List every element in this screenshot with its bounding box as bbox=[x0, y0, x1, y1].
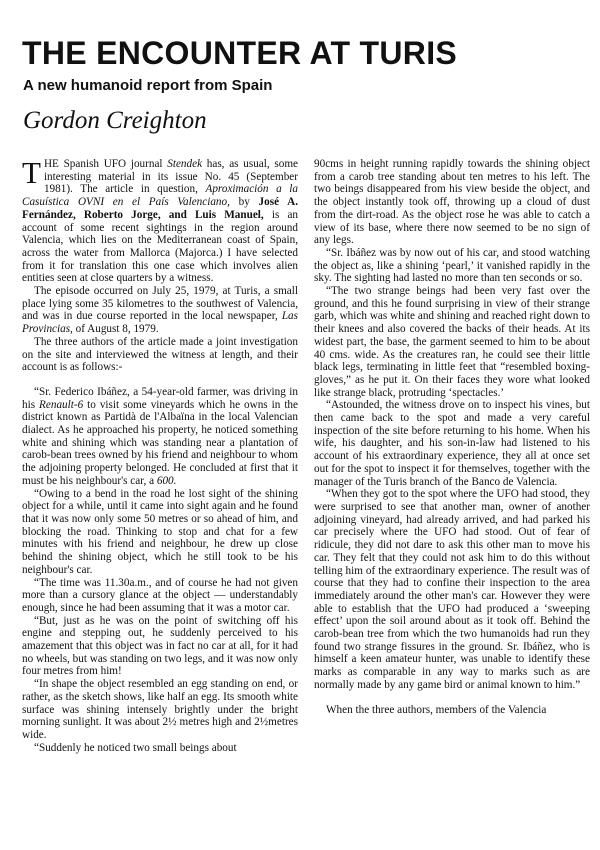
text-run: of August 8, 1979. bbox=[72, 323, 159, 336]
text-run: The episode occurred on July 25, 1979, at Turis, a small place lying some 35 kilometres to the southwest of Valencia, and was in due course reported in the local newspaper, bbox=[22, 285, 298, 323]
text-run: by bbox=[229, 196, 259, 209]
paragraph: “The two strange beings had been very fast over the ground, and this he found surprising in view of their strange garb, which was white and shining and reached right down to their knees and also covered the backs of their heads. At its widest part, the base, the garment seemed to him to be about 40 cms. wide. As the creatures ran, he could see their little black legs, terminating in little feet that “resembled boxing-gloves,” as he put it. On their faces they wore what looked like strange black, protruding ‘spectacles.’ bbox=[314, 285, 590, 399]
paragraph: “Sr. Ibáñez was by now out of his car, and stood watching the object as, like a shining ‘pearl,’ it vanished rapidly in the sky. The sighting had lasted no more than ten seconds or so. bbox=[314, 246, 590, 285]
journal-name: Stendek bbox=[167, 158, 203, 170]
paragraph bbox=[22, 386, 298, 488]
cited-article-title: Aproximación a la Casuística OVNI en el País Valenciano, bbox=[22, 183, 299, 209]
text-run: “Sr. Federico Ibáñez, a 54-year-old farmer, was driving in his bbox=[22, 385, 298, 411]
paragraph: 90cms in height running rapidly towards the shining object from a carob tree standing about ten metres to his left. The two beings disappeared from his view beside the object, and the object instantly took off, throwing up a cloud of dust from the dirt-road. As the object rose he was able to catch a view of its base, where there now seemed to be no sign of any legs. bbox=[314, 158, 590, 247]
left-column bbox=[22, 155, 299, 754]
text-run: has, as usual, some interesting material in its issue No. 45 (September 1981). The article in question, bbox=[43, 158, 298, 196]
paragraph: “But, just as he was on the point of switching off his engine and stepping out, he suddenly perceived to his amazement that this object was in fact no car at all, for it had no wheels, but was standing on two legs, and it was now only four metres from him! bbox=[22, 614, 298, 678]
paragraph: “When they got to the spot where the UFO had stood, they were surprised to see that another man, owner of another adjoining vineyard, had already arrived, and had parked his car precisely where the UFO had stood. Out of fear of ridicule, they did not dare to ask this other man to move his car. They felt that they could not ask him to do this without telling him of the extraordinary experience. The result was of course that they had to confine their inspection to the area immediately around the other man's car. However they were able to establish that the UFO had produced a ‘sweeping effect’ upon the soil around about as it took off. Behind the carob-bean tree from which the two humanoids had run they found two strange fissures in the ground. Sr. Ibáñez, who is himself a keen amateur hunter, was unable to identify these marks as comparable in any way to marks such as are normally made by any game bird or animal known to him.” bbox=[314, 488, 590, 691]
drop-cap: T bbox=[22, 155, 41, 190]
article-title: THE ENCOUNTER AT TURIS bbox=[22, 35, 458, 71]
paragraph bbox=[22, 285, 298, 336]
cited-authors: José A. Fernández, Roberto Jorge, and Luis Manuel, bbox=[22, 196, 299, 221]
paragraph bbox=[22, 155, 299, 285]
text-run: is an account of some recent sightings in the region around Valencia, which lies on the Mediterranean coast of Spain, across the water from Mallorca (Majorca.) I have selected from it for translation this one case which involves alien entities seen at close quarters by a witness. bbox=[22, 208, 298, 285]
paragraph: “In shape the object resembled an egg standing on end, or rather, as the sketch shows, like half an egg. Its smooth white surface was shining intensely brightly under the bright morning sunlight. It was about 2½ metres high and 2½metres wide. bbox=[22, 678, 298, 741]
paragraph: When the three authors, members of the Valencia bbox=[326, 703, 547, 716]
paragraph: The three authors of the article made a joint investigation on the site and interviewed the witness at length, and their account is as follows:- bbox=[22, 335, 298, 374]
text-run: HE Spanish UFO journal bbox=[43, 158, 168, 170]
text-run: to visit some vineyards which he owns in the district known as Partidà de l'Albaïna in the local Valencian dialect. As he approached his property, he noticed something white and shining which was standing near a plantation of carob-bean trees owned by his friend and neighbour to whom the adjoining property belonged. He concluded at first that it must be his neighbour's car, a bbox=[22, 398, 298, 487]
paragraph: “Astounded, the witness drove on to inspect his vines, but then came back to the spot and made a very careful inspection of the site before returning to his home. When his wife, his daughter, and his son-in-law had listened to his account of his extraordinary experience, they all at once set out for the spot to inspect it for themselves, together with the manager of the Turis branch of the Banco de Valencia. bbox=[314, 399, 590, 488]
article-author: Gordon Creighton bbox=[23, 107, 207, 134]
car-name: Renault-6 bbox=[39, 398, 84, 411]
newspaper-name: Las Provincias, bbox=[22, 310, 298, 336]
paragraph: “The time was 11.30a.m., and of course he had not given more than a cursory glance at the object — understandably enough, since he had been assuming that it was a motor car. bbox=[22, 576, 298, 614]
article-subtitle: A new humanoid report from Spain bbox=[23, 77, 273, 94]
paragraph: “Suddenly he noticed two small beings about bbox=[34, 741, 237, 754]
right-column bbox=[314, 158, 590, 716]
car-model: 600. bbox=[156, 474, 177, 487]
paragraph: “Owing to a bend in the road he lost sight of the shining object for a while, until it came into sight again and he found that it was now only some 50 metres or so ahead of him, and blocking the road. Thinking to stop and chat for a few minutes with his friend and neighbour, he drew up close behind the shining object, which he still took to be his neighbour's car. bbox=[22, 487, 298, 576]
